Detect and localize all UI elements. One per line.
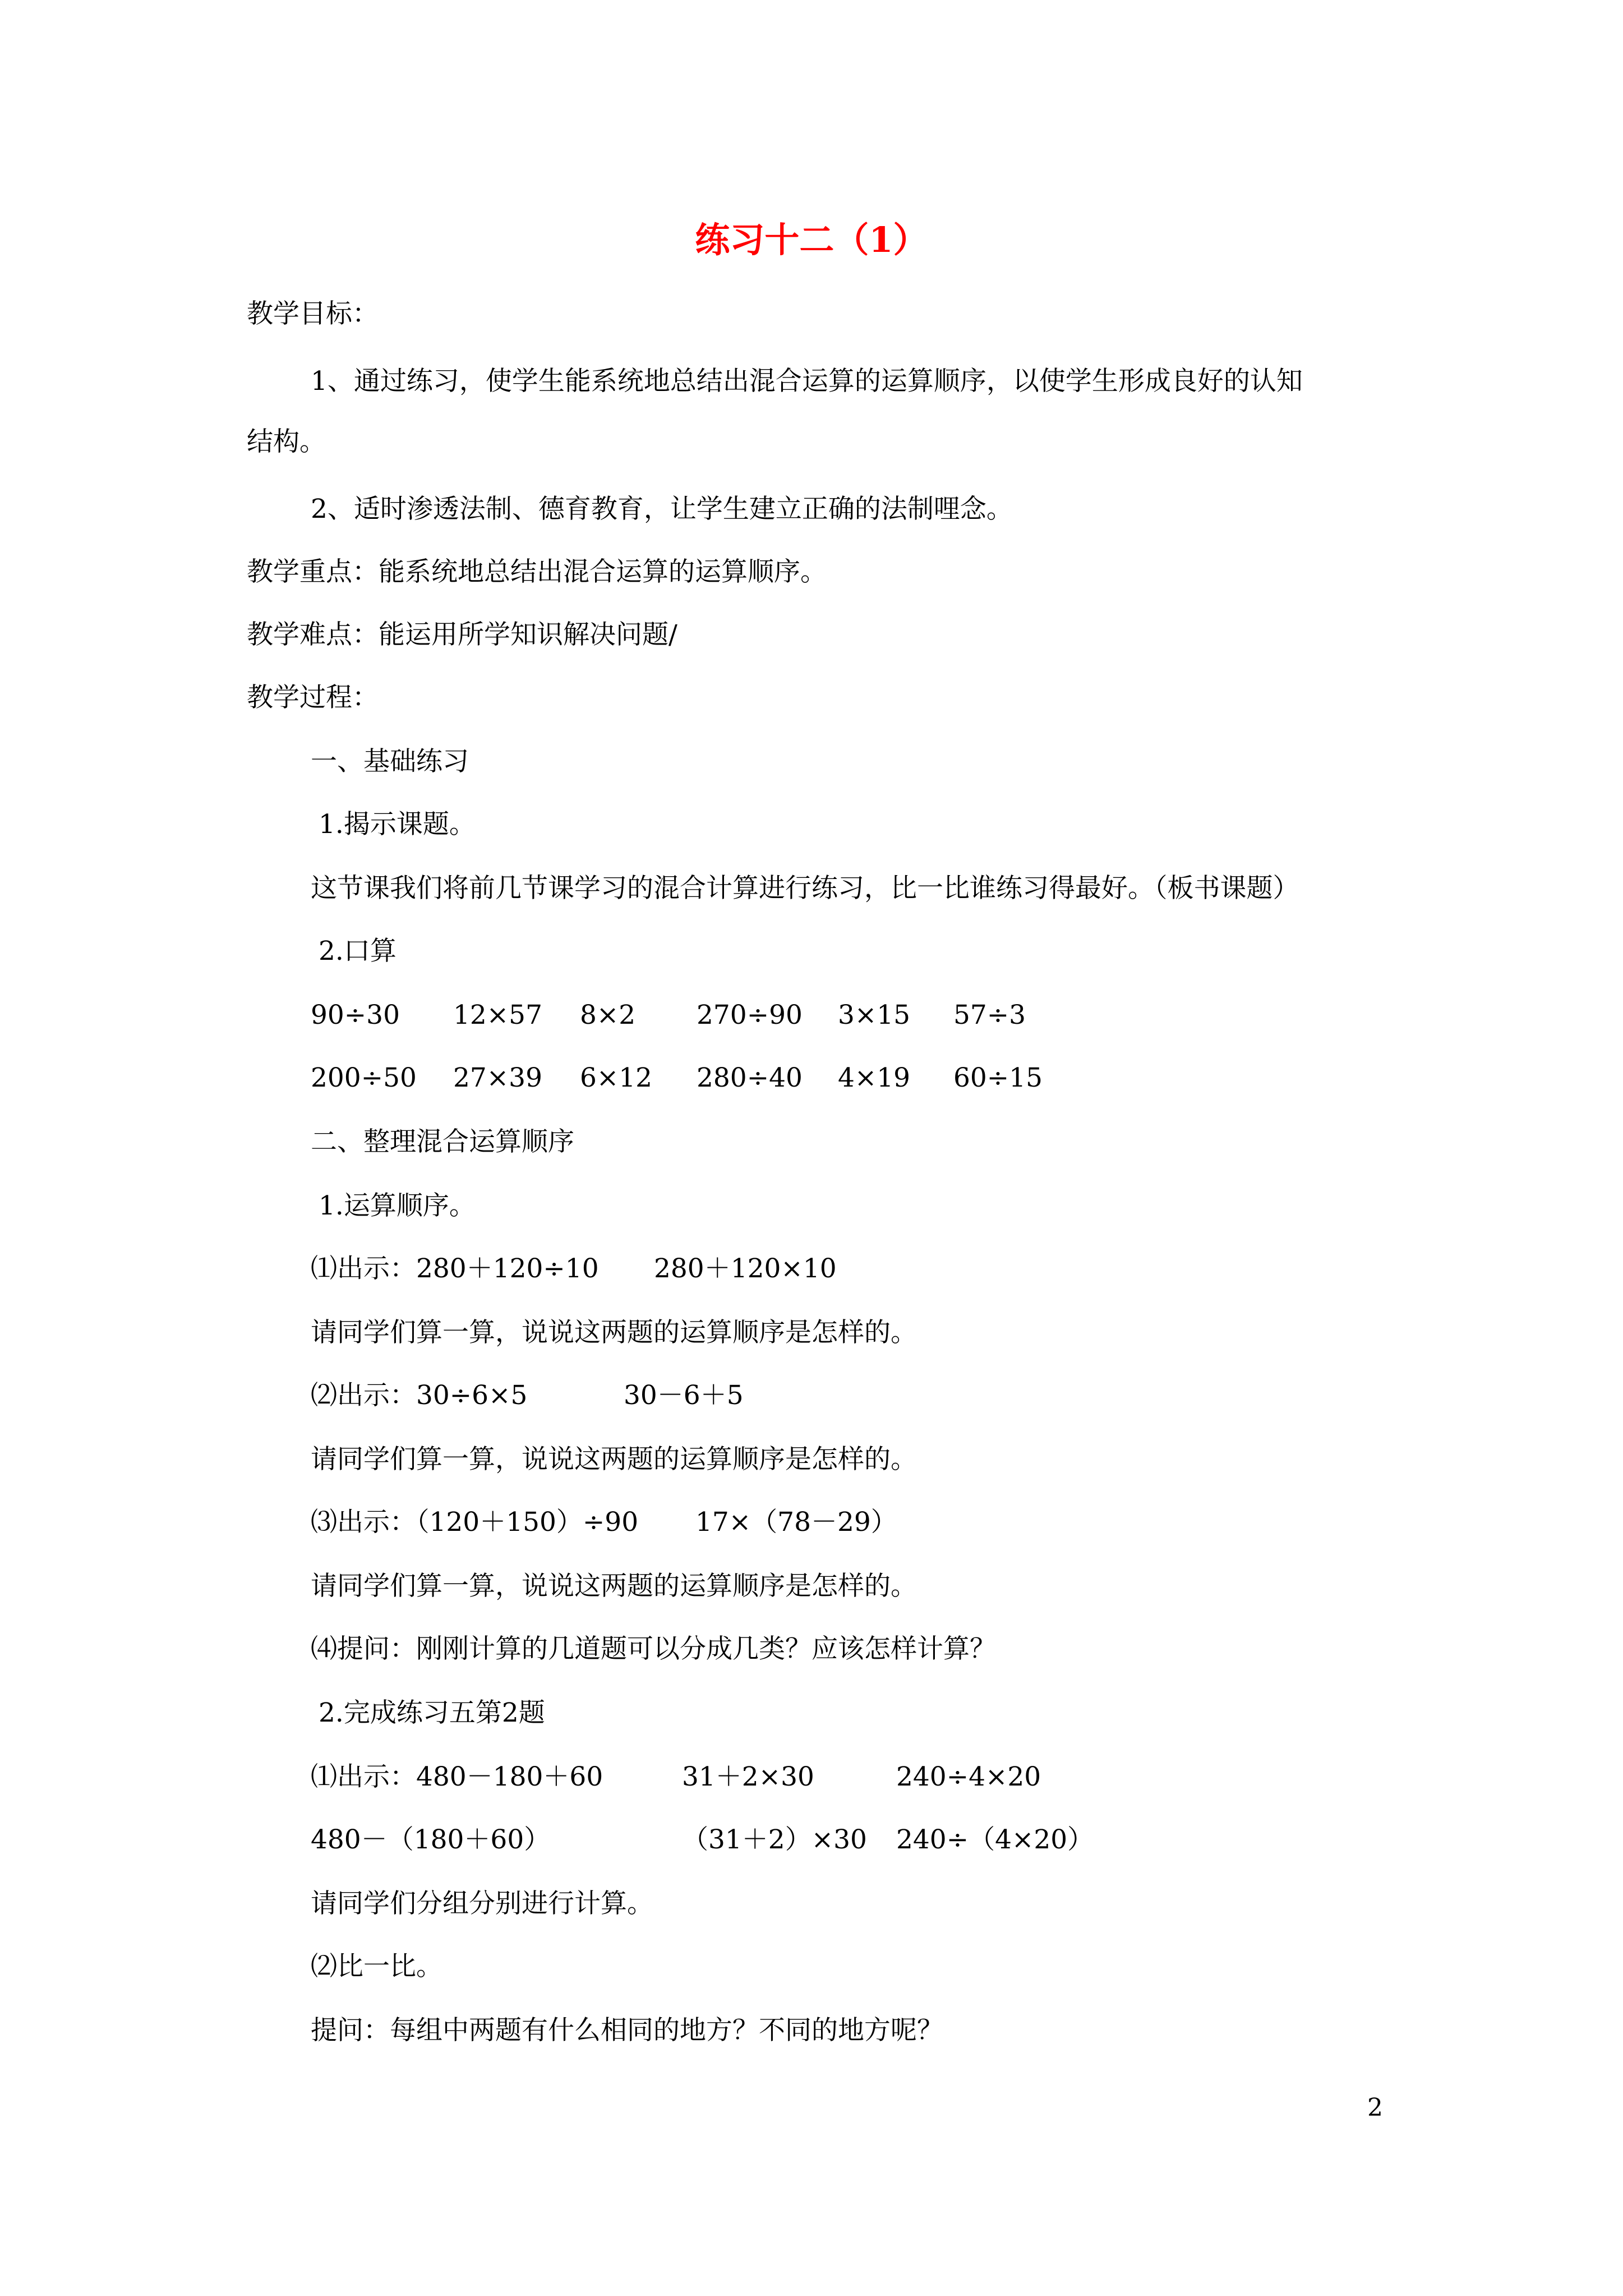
ask-text: 请同学们算一算，说说这两题的运算顺序是怎样的。 [311,1571,917,1602]
page-title: 练习十二（1） [695,219,928,260]
group-text: 请同学们分组分别进行计算。 [311,1888,653,1919]
oral-cell: 270÷90 [697,1000,803,1030]
objective-2: 2、适时渗透法制、德育教育，让学生建立正确的法制哩念。 [311,494,1013,524]
compare: ⑵比一比。 [311,1951,442,1982]
oral-cell: 60÷15 [953,1062,1043,1093]
objective-1-line2: 结构。 [247,426,326,457]
q4: ⑷提问：刚刚计算的几道题可以分成几类？应该怎样计算？ [311,1634,996,1664]
question: 提问：每组中两题有什么相同的地方？不同的地方呢？ [311,2015,943,2046]
oral-cell: 280÷40 [697,1062,803,1093]
q1-expr-b: 280＋120×10 [654,1253,837,1284]
s1-item1-text: 这节课我们将前几节课学习的混合计算进行练习，比一比谁练习得最好。（板书课题） [311,873,1299,904]
ask-text: 请同学们算一算，说说这两题的运算顺序是怎样的。 [311,1317,917,1348]
s2-item2: 2.完成练习五第2题 [319,1697,545,1728]
section-1-heading: 一、基础练习 [311,746,469,777]
q3-expr-b: 17×（78－29） [695,1507,897,1538]
section-2-heading: 二、整理混合运算顺序 [311,1126,574,1157]
oral-cell: 3×15 [838,1000,911,1030]
page-number: 2 [1367,2093,1383,2122]
ask-text: 请同学们算一算，说说这两题的运算顺序是怎样的。 [311,1444,917,1475]
exercise-cell: 240÷4×20 [896,1761,1041,1792]
s2-item1: 1.运算顺序。 [319,1190,476,1221]
key-point: 教学重点：能系统地总结出混合运算的运算顺序。 [247,556,827,587]
s1-item2: 2.口算 [319,936,396,967]
exercise-cell: （31＋2）×30 [682,1824,867,1855]
q2-label: ⑵出示：30÷6×5 [311,1380,528,1411]
objective-1-line1: 1、通过练习，使学生能系统地总结出混合运算的运算顺序，以使学生形成良好的认知 [311,366,1303,397]
oral-cell: 27×39 [453,1062,542,1093]
q2-expr-b: 30－6＋5 [624,1380,744,1411]
exercise-cell: 240÷（4×20） [896,1824,1094,1855]
exercise-cell: 480－（180＋60） [311,1824,551,1855]
oral-cell: 90÷30 [311,1000,400,1030]
objectives-heading: 教学目标： [247,298,379,329]
oral-cell: 12×57 [453,1000,542,1030]
oral-cell: 6×12 [580,1062,653,1093]
oral-cell: 200÷50 [311,1062,417,1093]
q3-label: ⑶出示：（120＋150）÷90 [311,1507,639,1538]
oral-cell: 4×19 [838,1062,911,1093]
process-heading: 教学过程： [247,682,379,713]
exercise-cell: 31＋2×30 [682,1761,814,1792]
q1-label: ⑴出示：280＋120÷10 [311,1253,599,1284]
oral-cell: 57÷3 [953,1000,1026,1030]
difficulty: 教学难点：能运用所学知识解决问题/ [247,619,677,650]
oral-cell: 8×2 [580,1000,636,1030]
exercise-cell: ⑴出示：480－180＋60 [311,1761,603,1792]
s1-item1: 1.揭示课题。 [319,809,476,840]
